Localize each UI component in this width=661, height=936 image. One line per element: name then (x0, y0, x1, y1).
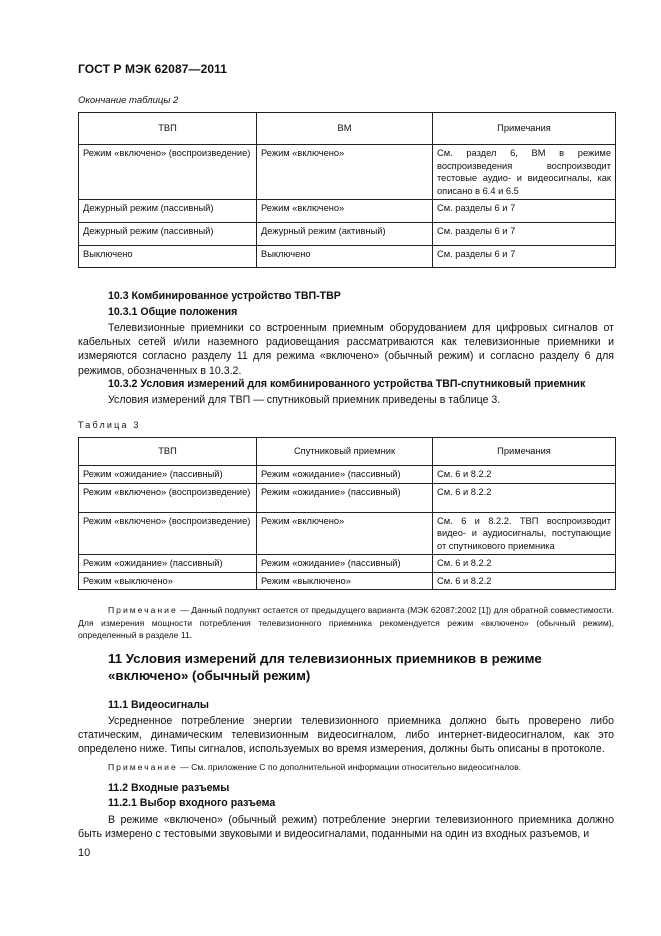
table-cell: См. разделы 6 и 7 (433, 223, 616, 246)
table-cell: См. разделы 6 и 7 (433, 246, 616, 268)
table-row (79, 512, 616, 555)
column-header: Спутниковый приемник (257, 438, 433, 466)
table-cell: Режим «включено» (воспроизведение) (79, 145, 257, 200)
table-cell: Режим «выключено» (257, 572, 433, 590)
table-note (78, 604, 614, 642)
table-cell: Дежурный режим (пассивный) (79, 223, 257, 246)
document-header: ГОСТ Р МЭК 62087—2011 (78, 62, 228, 76)
paragraph: Телевизионные приемники со встроенным приемным оборудованием для цифровых сигналов от кабельных сетей и/или наземного радиовещания рассматриваются как телевизионные приемники и измеряются согласно разделу 11 для режима «включено» (обычный режим) и согласно разделу 6 для режимов, обозначенных в 10.3.2. (78, 322, 614, 377)
table-cell: См. раздел 6, ВМ в режиме воспроизведения воспроизводит тестовые аудио- и видеосигналы, как описано в 6.4 и 6.5 (433, 145, 616, 200)
paragraph: В режиме «включено» (обычный режим) потребление энергии телевизионного приемника должно быть измерено с тестовыми звуковыми и видеосигналами, поданными на один из входных разъемов, и (78, 814, 614, 841)
subsection-heading: 10.3.1 Общие положения (108, 306, 238, 318)
subsection-heading: 10.3.2 Условия измерений для комбинированного устройства ТВП-спутниковый приемник (108, 378, 586, 390)
table-cell: Выключено (79, 246, 257, 268)
subsection-heading: 11.2 Входные разъемы (108, 782, 230, 794)
table-cell: Дежурный режим (активный) (257, 223, 433, 246)
table-row (79, 466, 616, 484)
column-header: ТВП (79, 113, 257, 145)
note-label: Примечание (108, 762, 178, 772)
table-row (79, 572, 616, 590)
table-cell: Дежурный режим (пассивный) (79, 200, 257, 223)
table3-caption: Таблица 3 (78, 420, 141, 430)
table-cell: См. разделы 6 и 7 (433, 200, 616, 223)
table-row (79, 246, 616, 268)
table-row (79, 145, 616, 200)
subsection-heading: 11.1 Видеосигналы (108, 699, 209, 711)
table-cell: Режим «включено» (воспроизведение) (79, 512, 257, 555)
table-cell: Режим «ожидание» (пассивный) (257, 483, 433, 512)
table-row (79, 483, 616, 512)
note-text: — Данный подпункт остается от предыдущего варианта (МЭК 62087:2002 [1]) для обратной совместимости. Для измерения мощности потребления телевизионного приемника рекомендуется режим «включено» (обычный режим), определенный в разделе 11. (78, 605, 614, 640)
table2-caption: Окончание таблицы 2 (78, 95, 179, 106)
column-header: Примечания (433, 438, 616, 466)
table-header-row (79, 113, 616, 145)
column-header: ВМ (257, 113, 433, 145)
paragraph: Условия измерений для ТВП — спутниковый приемник приведены в таблице 3. (108, 394, 501, 406)
table-cell: Режим «включено» (воспроизведение) (79, 483, 257, 512)
table-cell: Режим «ожидание» (пассивный) (257, 466, 433, 484)
note-text: — См. приложение С по дополнительной информации относительно видеосигналов. (180, 762, 522, 772)
paragraph: Усредненное потребление энергии телевизионного приемника должно быть проверено либо статическим, динамическим телевизионным видеосигналом, либо интернет-видеосигналом, как это определено ниже. Типы сигналов, используемых во время измерения, должны быть описаны в протоколе. (78, 715, 614, 756)
table-cell: См. 6 и 8.2.2 (433, 555, 616, 573)
table-row (79, 555, 616, 573)
column-header: Примечания (433, 113, 616, 145)
table-cell: См. 6 и 8.2.2 (433, 466, 616, 484)
page-number: 10 (78, 847, 91, 859)
note-label: Примечание (108, 605, 178, 615)
section-heading: 11 Условия измерений для телевизионных приемников в режиме «включено» (обычный режим) (108, 651, 542, 683)
table-cell: См. 6 и 8.2.2 (433, 572, 616, 590)
table-cell: См. 6 и 8.2.2 (433, 483, 616, 512)
table-cell: Режим «включено» (257, 200, 433, 223)
section-heading: 10.3 Комбинированное устройство ТВП-ТВР (108, 290, 341, 302)
table-cell: Режим «ожидание» (пассивный) (79, 466, 257, 484)
table-3 (78, 437, 616, 590)
table-header-row (79, 438, 616, 466)
table-cell: Режим «выключено» (79, 572, 257, 590)
table-cell: Выключено (257, 246, 433, 268)
table-2 (78, 112, 616, 268)
table-cell: Режим «ожидание» (пассивный) (79, 555, 257, 573)
table-cell: Режим «ожидание» (пассивный) (257, 555, 433, 573)
subsection-heading: 11.2.1 Выбор входного разъема (108, 797, 276, 809)
table-row (79, 200, 616, 223)
table-row (79, 223, 616, 246)
table-cell: Режим «включено» (257, 145, 433, 200)
note (78, 761, 614, 774)
table-cell: Режим «включено» (257, 512, 433, 555)
table-cell: См. 6 и 8.2.2. ТВП воспроизводит видео- и аудиосигналы, поступающие от спутникового приемника (433, 512, 616, 555)
column-header: ТВП (79, 438, 257, 466)
